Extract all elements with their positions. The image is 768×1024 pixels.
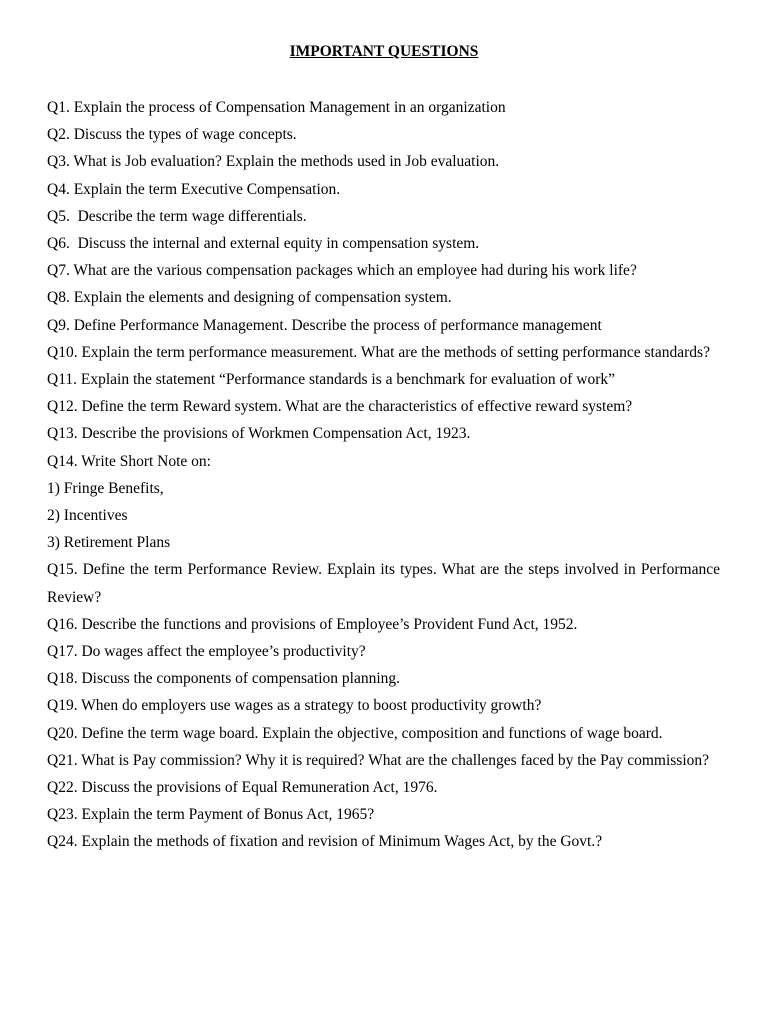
- question-q5: Q5. Describe the term wage differentials.: [47, 207, 307, 225]
- question-q11: Q11. Explain the statement “Performance standards is a benchmark for evaluation of work”: [47, 371, 615, 389]
- question-q14: Q14. Write Short Note on:: [47, 452, 211, 470]
- question-q20: Q20. Define the term wage board. Explain the objective, composition and functions of wage board.: [47, 724, 663, 742]
- question-q8: Q8. Explain the elements and designing of compensation system.: [47, 289, 452, 307]
- question-q23: Q23. Explain the term Payment of Bonus Act, 1965?: [47, 806, 375, 824]
- question-q12: Q12. Define the term Reward system. What are the characteristics of effective reward system?: [47, 398, 633, 416]
- note-item-1: 1) Fringe Benefits,: [47, 479, 164, 497]
- question-q4: Q4. Explain the term Executive Compensation.: [47, 180, 341, 198]
- question-q3: Q3. What is Job evaluation? Explain the methods used in Job evaluation.: [47, 153, 500, 171]
- page-title: IMPORTANT QUESTIONS: [289, 43, 479, 60]
- question-q9: Q9. Define Performance Management. Describe the process of performance management: [47, 316, 602, 334]
- note-item-3: 3) Retirement Plans: [47, 534, 171, 552]
- question-q2: Q2. Discuss the types of wage concepts.: [47, 126, 297, 144]
- question-q16: Q16. Describe the functions and provisions of Employee’s Provident Fund Act, 1952.: [47, 615, 578, 633]
- question-q22: Q22. Discuss the provisions of Equal Remuneration Act, 1976.: [47, 779, 438, 797]
- question-q13: Q13. Describe the provisions of Workmen Compensation Act, 1923.: [47, 425, 471, 443]
- question-q7: Q7. What are the various compensation packages which an employee had during his work life?: [47, 262, 637, 280]
- question-q10: Q10. Explain the term performance measurement. What are the methods of setting performance standards?: [47, 343, 710, 361]
- question-q15: Q15. Define the term Performance Review. Explain its types. What are the steps involved in Performance Review?: [47, 561, 720, 606]
- question-q24: Q24. Explain the methods of fixation and revision of Minimum Wages Act, by the Govt.?: [47, 833, 603, 851]
- question-q1: Q1. Explain the process of Compensation Management in an organization: [47, 99, 506, 116]
- question-q17: Q17. Do wages affect the employee’s productivity?: [47, 643, 366, 661]
- question-q6: Q6. Discuss the internal and external equity in compensation system.: [47, 235, 480, 253]
- question-list: [47, 94, 720, 856]
- note-item-2: 2) Incentives: [47, 507, 128, 525]
- question-q19: Q19. When do employers use wages as a strategy to boost productivity growth?: [47, 697, 542, 715]
- question-q18: Q18. Discuss the components of compensation planning.: [47, 670, 401, 688]
- question-q21: Q21. What is Pay commission? Why it is required? What are the challenges faced by the Pay commission?: [47, 751, 710, 769]
